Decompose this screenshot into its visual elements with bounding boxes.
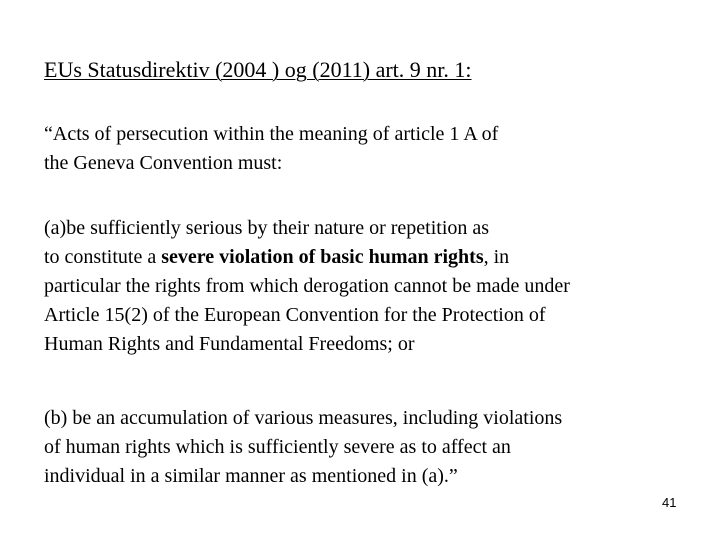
clause-a-line-3: particular the rights from which derogation cannot be made under [44,275,570,297]
clause-a-line-4: Article 15(2) of the European Convention for the Protection of [44,304,546,326]
page-number: 41 [662,495,677,510]
clause-a-paragraph [44,214,694,359]
intro-paragraph [44,120,694,178]
severe-violation-emphasis: severe violation of basic human rights [161,246,484,268]
clause-b-paragraph [44,404,694,491]
clause-a-line-2-pre: to constitute a [44,246,162,268]
intro-line-1: “Acts of persecution within the meaning of article 1 A of [44,123,499,145]
clause-b-line-2: of human rights which is sufficiently severe as to affect an [44,436,511,458]
slide-title: EUs Statusdirektiv (2004 ) og (2011) art. 9 nr. 1: [44,57,472,82]
clause-a-line-2-post: , in [483,246,510,268]
clause-a-line-2 [44,243,694,272]
clause-b-line-3: individual in a similar manner as mentioned in (a).” [44,465,458,487]
clause-a-line-5: Human Rights and Fundamental Freedoms; or [44,333,415,355]
intro-line-2: the Geneva Convention must: [44,152,283,174]
clause-a-line-1: (a)be sufficiently serious by their nature or repetition as [44,217,490,239]
clause-b-line-1: (b) be an accumulation of various measures, including violations [44,407,563,429]
